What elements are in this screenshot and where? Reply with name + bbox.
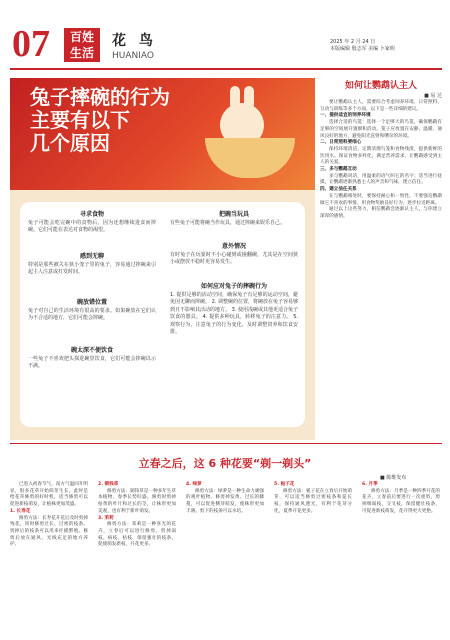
card-section-text: 1. 提供足够的活动空间，确保兔子有足够的运动空间，避免因无聊而摔碗。 2. 调整碗的位置，将碗放在兔子容易够到且不影响其活动的地方。 3. 使用浅碗或其他更适合兔子饮食的器具。 4. 提供多种玩具，转移兔子的注意力。 5. 观察行为，注意兔子的行为变化，及时调整饲养和饮食安排。 <box>170 292 298 336</box>
hero-title-line: 兔子摔碗的行为 <box>30 85 170 109</box>
flowers-article-title: 立春之后，这 6 种花要“剃一剃头” <box>138 457 312 470</box>
card-section-heading: 感到无聊 <box>79 253 104 260</box>
text-column <box>362 482 440 516</box>
card-section-text: 一些兔子不喜欢把头探进碗里饮食，它们可能会摔碗以示不满。 <box>28 356 156 370</box>
flower-text: 修剪方法：绿萝是一种生命力顽强的观叶植物。修剪掉发黄、过长的藤蔓，可以促进侧芽萌发，使株形更加丰满。剪下的枝条可以水培。 <box>186 488 264 514</box>
hero-title-line: 主要有以下 <box>30 108 130 132</box>
flower-text: 修剪方法：茉莉是一种喜光的花卉，立春后可以进行修剪。剪掉弱枝、病枝、枯枝，保留强壮的枝条，促使萌发新枝，开花更多。 <box>98 522 176 548</box>
card-section-heading: 寻求食物 <box>79 211 104 218</box>
hero-title-line: 几个原因 <box>30 131 110 155</box>
text-column <box>274 482 352 516</box>
article-author: ■ 易 达 <box>424 93 442 99</box>
article-paragraph: 多与鹦鹉说话，用温柔的语气叫它的名字；适当进行抚摸，让鹦鹉逐渐熟悉主人的声音和气味，建立信任。 <box>320 173 442 186</box>
card-section-wrong-place <box>28 294 156 323</box>
card-section-heading: 意外情况 <box>221 243 246 250</box>
badge-line-2: 生活 <box>69 46 94 60</box>
article-subheading: 三、多与鹦鹉互动 <box>320 167 357 173</box>
card-section-bowl-deep <box>28 342 156 371</box>
flower-heading: 1. 长寿花 <box>10 508 31 514</box>
article-paragraph: 选择合适的鸟笼：选择一个足够大的鸟笼，确保鹦鹉有足够的空间展开翅膀和活动。笼子应放置在安静、温暖、通风良好的地方，避免阳光直射和嘈杂的环境。 <box>320 120 442 139</box>
card-section-text: 兔子可能会吃完碗中的食物后，因为还想继续进食而摔碗。它们可能在表达对食物的渴望。 <box>28 220 156 234</box>
flower-heading: 2. 铜钱草 <box>98 482 119 487</box>
flower-text: 修剪方法：栀子花在立春后开始萌芽，可以适当修剪过密枝条和徒长枝，保持通风透光，有利于花芽分化，夏季开花更多。 <box>274 488 352 514</box>
card-section-toy <box>170 206 298 227</box>
article-title: 如何让鹦鹉认主人 <box>344 81 417 91</box>
card-section-heading: 如何应对兔子的摔碗行为 <box>200 283 267 290</box>
flower-heading: 3. 茉莉 <box>98 515 114 521</box>
bowl-illustration <box>205 138 295 178</box>
card-section-bored <box>28 248 156 277</box>
text-column <box>10 482 88 549</box>
card-section-text: 有些兔子可能将碗当作玩具，通过摔碗来娱乐自己。 <box>170 220 286 226</box>
card-section-heading: 把碗当玩具 <box>218 211 249 218</box>
article-intro: 已进入初春节气，南方气温回升明显，很多花草开始萌芽生长。此时是给花草修剪的好时机，适当修剪可以促进新枝萌发，让植株更加茂盛。 <box>10 482 88 508</box>
staff-credits: 本版编辑 殷志军 美编 卜家明 <box>330 46 395 52</box>
card-section-text: 特别是那些被关在狭小笼子里的兔子，容易通过摔碗来引起主人注意或打发时间。 <box>28 262 156 276</box>
article-paragraph: 在与鹦鹉相处时，要保持耐心和一致性。不要强迫鹦鹉做它不喜欢的事情，用食物奖励良好行为，逐步拉近距离。 <box>320 193 442 206</box>
hero-banner <box>10 78 315 208</box>
card-section-heading: 碗放错位置 <box>76 299 107 306</box>
flowers-article-body <box>10 482 442 632</box>
article-subheading: 二、日常照料要细心 <box>320 140 362 146</box>
flower-heading: 5. 栀子花 <box>274 482 295 487</box>
header-rule <box>10 68 442 70</box>
card-section-accident <box>170 238 298 267</box>
tips-card-background <box>10 190 315 440</box>
text-column <box>186 482 264 516</box>
article-paragraph: 通过以上这些努力，相信鹦鹉会逐渐认主人，与你建立深厚的感情。 <box>320 207 442 219</box>
flowers-article-author: ■ 陈维发布 <box>380 475 407 481</box>
issue-date: 2025 年 2 月 24 日 <box>330 39 376 45</box>
article-paragraph: 保持环境清洁，定期清理鸟笼和食物残渣，提供新鲜的饮用水。保证食物多样化，满足营养需求，让鹦鹉感受到主人的关爱。 <box>320 146 442 166</box>
card-section-text: 有时兔子在玩耍时不小心碰到或撞翻碗，尤其是在空间狭小或摆放不稳时更容易发生。 <box>170 252 298 266</box>
article-subheading: 四、建立信任关系 <box>320 187 357 193</box>
flower-text: 修剪方法：铜钱草是一种多年生草本植物，春季长势旺盛。修剪时剪掉枯黄的叶片和过长的茎，让株形更加美观，也有利于新叶萌发。 <box>98 488 176 514</box>
page-header <box>0 0 450 78</box>
flower-text: 修剪方法：月季是一种四季开花的花卉，立春前后要进行一次重剪，剪掉细弱枝、交叉枝，保留健壮枝条，可促进新枝萌发，花开得更大更艳。 <box>362 488 440 514</box>
article-intro: 要让鹦鹉认主人，需要综合考虑饲养环境、日常照料、互动与训练等多个方面，以下是一些详细的建议。 <box>320 100 442 112</box>
text-column <box>98 482 176 549</box>
card-section-heading: 碗太深不便饮食 <box>70 347 113 354</box>
article-body <box>320 100 442 221</box>
flower-heading: 4. 绿萝 <box>186 482 202 487</box>
flower-text: 修剪方法：长寿花开花后及时剪掉残花，同时修剪过长、过密的枝条。剪掉后的枝条可以用来扦插繁殖。修剪后放在通风、光线充足的地方养护。 <box>10 515 88 548</box>
section-divider <box>10 443 442 444</box>
card-section-how-to-respond <box>170 278 298 336</box>
badge-line-1: 百姓 <box>69 30 94 44</box>
section-badge <box>64 28 100 62</box>
parrot-article <box>320 78 442 440</box>
card-section-text: 兔子对自己的生活环境有很高的要求。如果碗放在它们认为不合适的地方，它们可能会摔碗。 <box>28 308 156 322</box>
card-section-seek-food <box>28 206 156 235</box>
tips-card <box>20 202 305 427</box>
column-name-en: HUANIAO <box>112 51 154 61</box>
flower-heading: 6. 月季 <box>362 482 378 487</box>
article-subheading: 一、提供适宜的饲养环境 <box>320 113 371 119</box>
hero-title <box>30 86 200 155</box>
column-name: 花 鸟 <box>112 33 157 49</box>
page-number: 07 <box>12 23 50 65</box>
